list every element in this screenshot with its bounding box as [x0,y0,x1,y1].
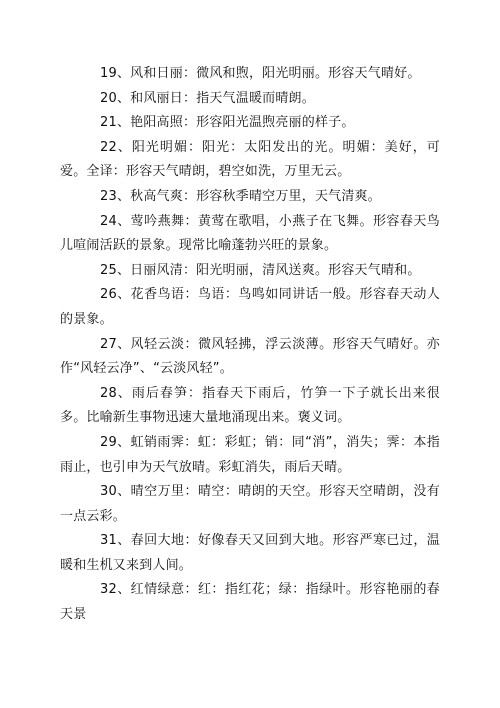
list-item: 24、莺吟燕舞：黄莺在歌唱，小燕子在飞舞。形容春天鸟儿喧闹活跃的景象。现常比喻蓬勃兴旺的景象。 [60,213,440,254]
list-item: 23、秋高气爽：形容秋季晴空万里，天气清爽。 [100,188,381,204]
list-item: 32、红情绿意：红：指红花；绿：指绿叶。形容艳丽的春天景 [60,582,440,623]
list-item: 25、日丽风清：阳光明丽，清风送爽。形容天气晴和。 [100,262,421,278]
list-item: 28、雨后春笋：指春天下雨后，竹笋一下子就长出来很多。比喻新生事物迅速大量地涌现出来。褒义词。 [60,385,440,426]
list-item: 21、艳阳高照：形容阳光温煦亮丽的样子。 [100,115,355,131]
list-item: 22、阳光明媚：阳光：太阳发出的光。明媚：美好，可爱。全译：形容天气晴朗，碧空如洗，万里无云。 [60,139,440,180]
list-item: 30、晴空万里：晴空：晴朗的天空。形容天空晴朗，没有一点云彩。 [60,484,440,524]
list-item: 19、风和日丽：微风和煦，阳光明丽。形容天气晴好。 [100,66,421,81]
list-item: 31、春回大地：好像春天又回到大地。形容严寒已过，温暖和生机又来到人间。 [60,533,440,573]
list-item: 26、花香鸟语：鸟语：鸟鸣如同讲话一般。形容春天动人的景象。 [60,287,440,327]
list-item: 29、虹销雨霁：虹：彩虹；销：同“消”，消失；霁：本指雨止，也引申为天气放晴。彩虹消失，雨后天晴。 [60,434,440,475]
idiom-list [60,62,440,628]
list-item: 20、和风丽日：指天气温暖而晴朗。 [100,90,315,106]
list-item: 27、风轻云淡：微风轻拂，浮云淡薄。形容天气晴好。亦作“风轻云净”、“云淡风轻”。 [60,336,440,377]
